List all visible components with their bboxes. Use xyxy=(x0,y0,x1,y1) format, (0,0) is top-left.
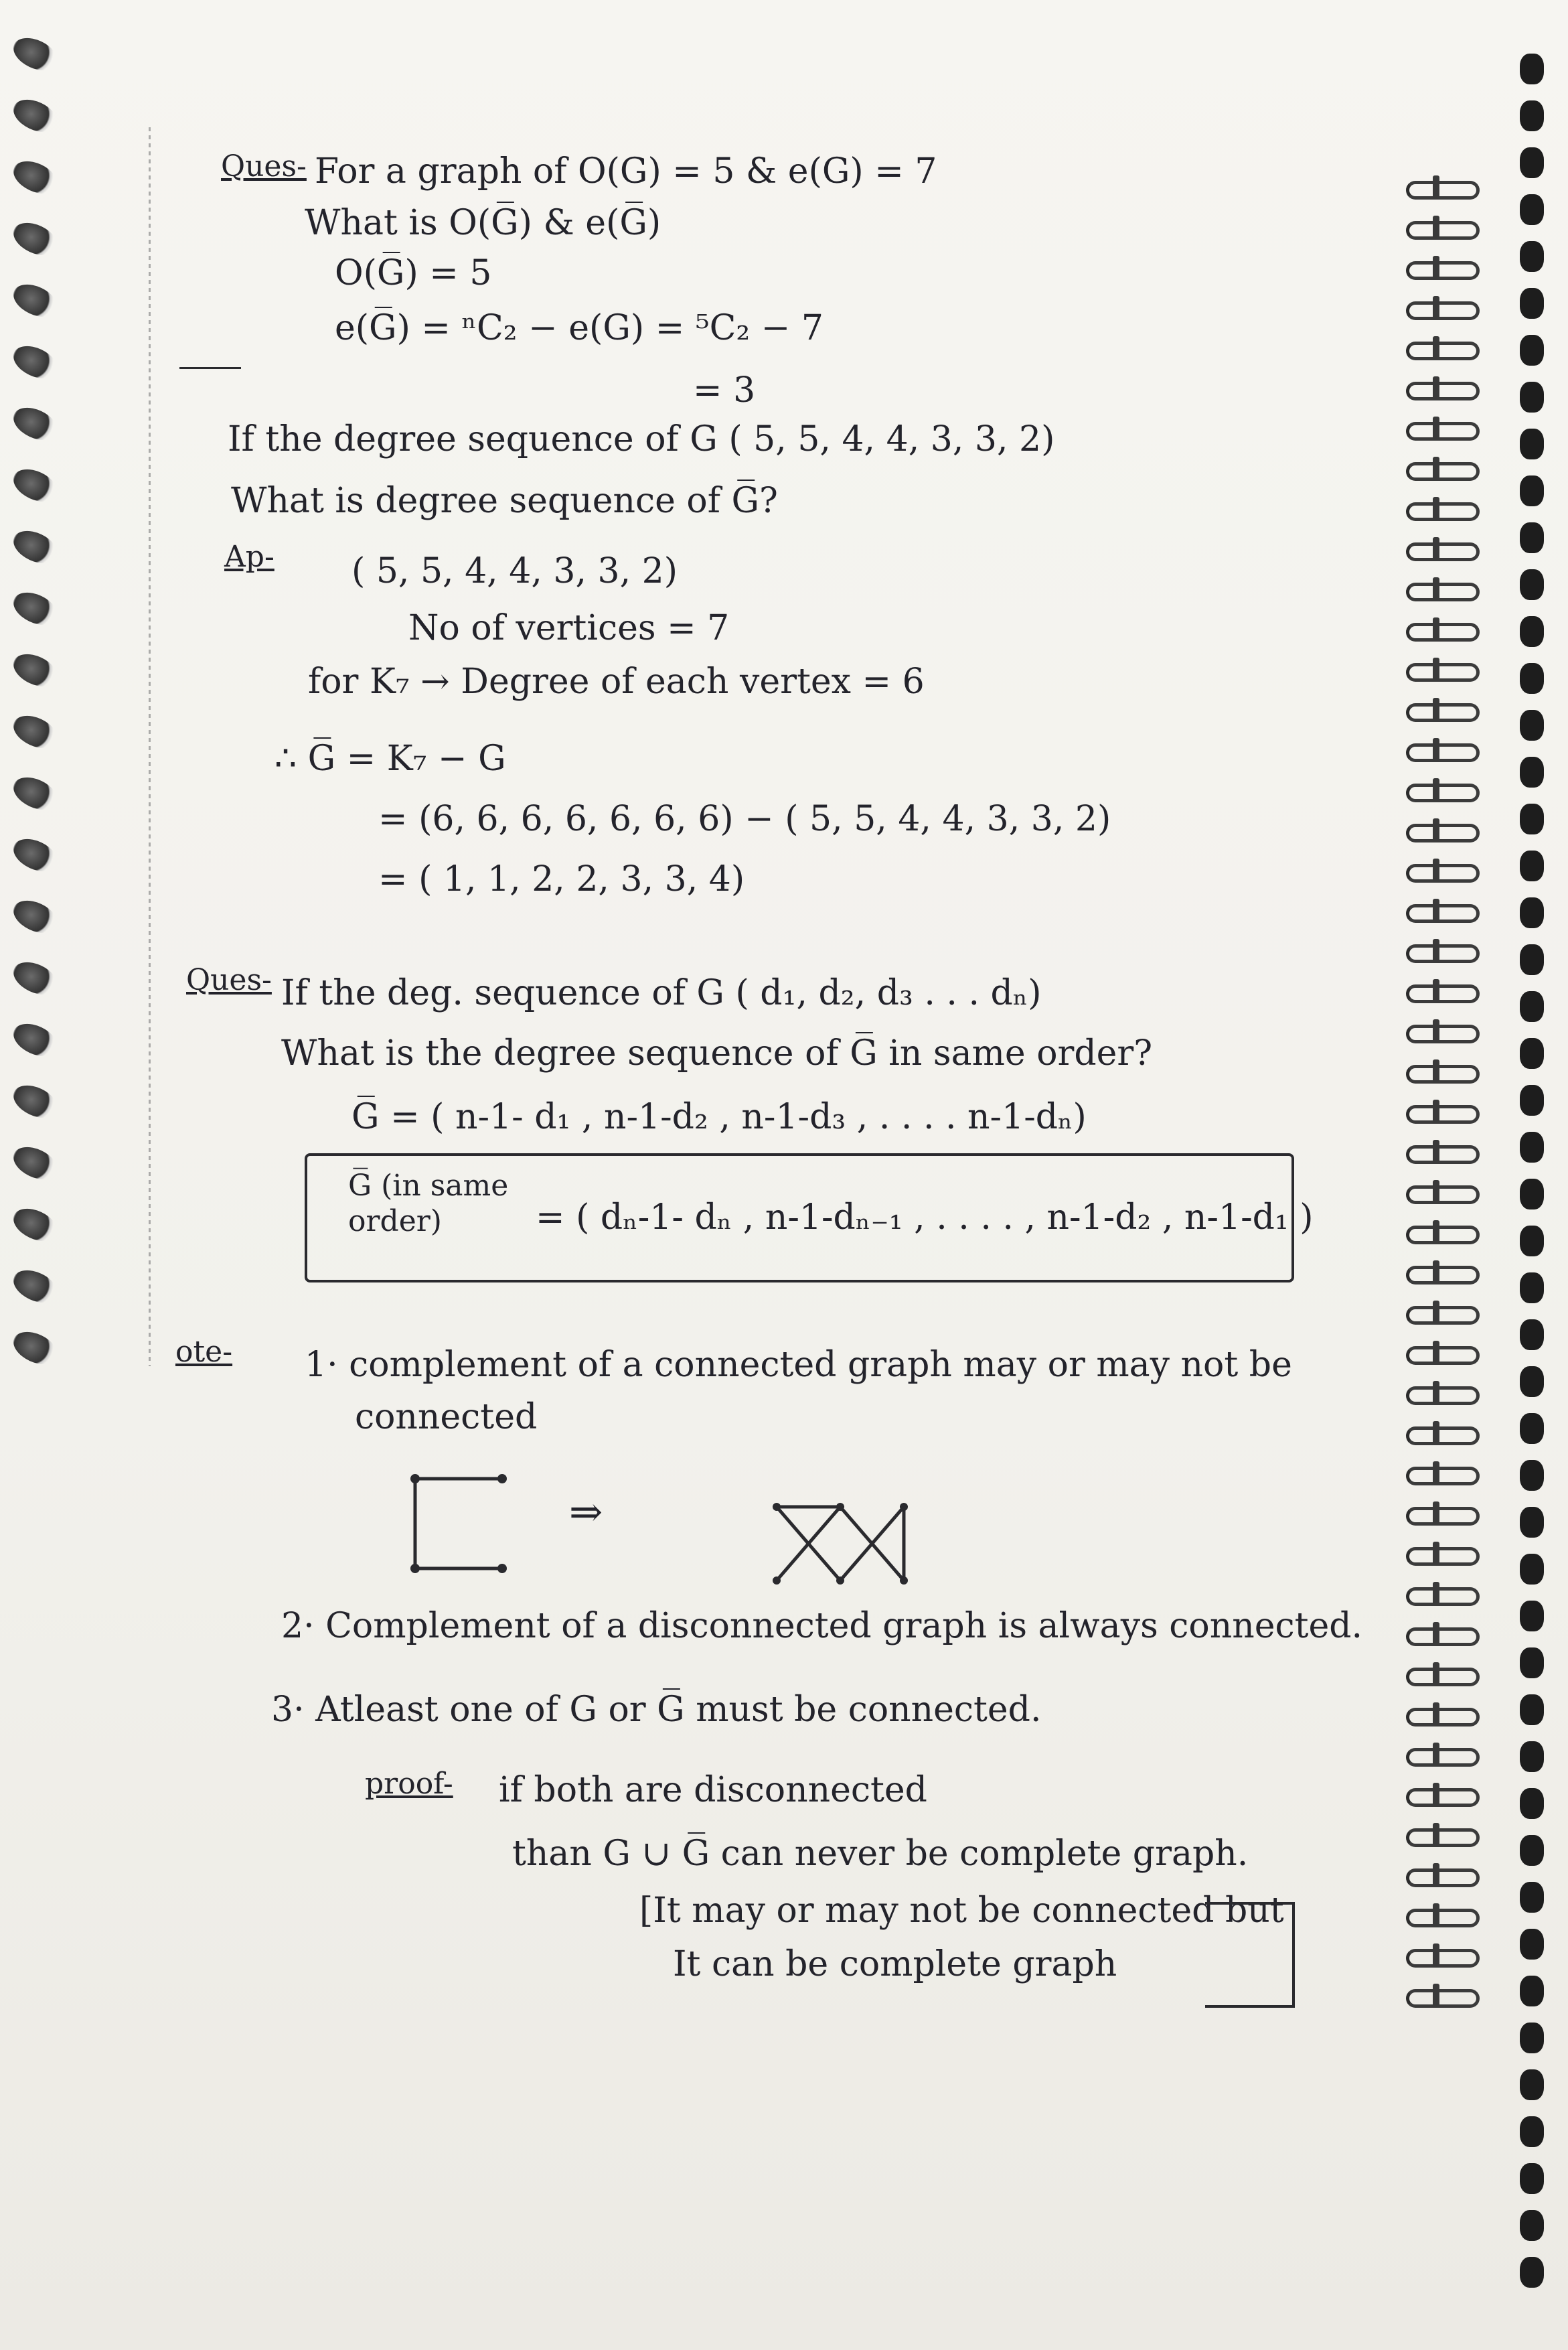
spiral-coil xyxy=(1393,254,1480,281)
left-punch-holes xyxy=(0,40,74,1413)
edge-hole xyxy=(1520,897,1544,928)
edge-hole xyxy=(1520,241,1544,272)
q3-label: Ques- xyxy=(186,963,272,997)
implies-arrow: ⇒ xyxy=(569,1489,603,1536)
spiral-coil xyxy=(1393,375,1480,402)
q1-question-line1: For a graph of O(G) = 5 & e(G) = 7 xyxy=(315,151,937,192)
edge-hole xyxy=(1520,1179,1544,1209)
spiral-coil xyxy=(1393,1781,1480,1808)
bracket xyxy=(1205,1902,1295,2008)
edge-hole xyxy=(1520,1694,1544,1725)
spiral-coil xyxy=(1393,1982,1480,2009)
note-point2: 2· Complement of a disconnected graph is always connected. xyxy=(281,1606,1363,1646)
edge-hole xyxy=(1520,757,1544,788)
punch-hole xyxy=(8,1325,62,1371)
note-point1-line2: connected xyxy=(355,1397,538,1437)
spiral-coil xyxy=(1393,1018,1480,1045)
spiral-coil xyxy=(1393,938,1480,964)
edge-hole xyxy=(1520,1741,1544,1772)
spiral-coil xyxy=(1393,1540,1480,1567)
q2-subtraction: = (6, 6, 6, 6, 6, 6, 6) − ( 5, 5, 4, 4, 3, 3, 2) xyxy=(378,799,1111,839)
spiral-coil xyxy=(1393,1822,1480,1848)
edge-hole xyxy=(1520,147,1544,178)
punch-hole xyxy=(8,401,62,447)
q1-question-line2: What is O(G̅) & e(G̅) xyxy=(305,203,661,243)
spiral-coil xyxy=(1393,1701,1480,1728)
edge-hole xyxy=(1520,1413,1544,1444)
edge-hole xyxy=(1520,1226,1544,1256)
q2-result: = ( 1, 1, 2, 2, 3, 3, 4) xyxy=(378,859,745,899)
punch-hole xyxy=(8,1202,62,1248)
spiral-coil xyxy=(1393,214,1480,241)
punch-hole xyxy=(8,648,62,693)
punch-hole xyxy=(8,155,62,200)
edge-hole xyxy=(1520,2257,1544,2288)
spiral-coil xyxy=(1393,1380,1480,1406)
spiral-coil xyxy=(1393,1179,1480,1205)
spiral-coil xyxy=(1393,1581,1480,1607)
edge-hole xyxy=(1520,991,1544,1022)
edge-hole xyxy=(1520,944,1544,975)
punch-hole xyxy=(8,1141,62,1186)
edge-hole xyxy=(1520,475,1544,506)
spiral-coil xyxy=(1393,1902,1480,1929)
punch-hole xyxy=(8,31,62,77)
q3-answer: G̅ = ( n-1- d₁ , n-1-d₂ , n-1-d₃ , . . . . n-1-dₙ) xyxy=(351,1097,1087,1137)
edge-hole xyxy=(1520,1929,1544,1960)
punch-hole xyxy=(8,586,62,632)
spiral-coil xyxy=(1393,1339,1480,1366)
edge-hole xyxy=(1520,1601,1544,1631)
edge-hole xyxy=(1520,851,1544,881)
spiral-coil xyxy=(1393,174,1480,201)
divider xyxy=(179,367,241,369)
right-edge-holes xyxy=(1513,54,1560,2317)
spiral-coil xyxy=(1393,576,1480,603)
edge-hole xyxy=(1520,1272,1544,1303)
edge-hole xyxy=(1520,1976,1544,2006)
spiral-coil xyxy=(1393,1942,1480,1969)
proof-line1: if both are disconnected xyxy=(499,1770,927,1810)
edge-hole xyxy=(1520,616,1544,647)
edge-hole xyxy=(1520,1038,1544,1069)
edge-hole xyxy=(1520,1882,1544,1913)
punch-hole xyxy=(8,956,62,1001)
edge-hole xyxy=(1520,335,1544,366)
proof-line4: It can be complete graph xyxy=(673,1944,1117,1984)
spiral-coil xyxy=(1393,1139,1480,1165)
proof-line3: [It may or may not be connected but xyxy=(639,1891,1284,1931)
edge-hole xyxy=(1520,663,1544,694)
spiral-coil xyxy=(1393,777,1480,804)
punch-hole xyxy=(8,278,62,323)
punch-hole xyxy=(8,463,62,508)
q3-question-line2: What is the degree sequence of G̅ in same order? xyxy=(281,1033,1153,1074)
spiral-coil xyxy=(1393,455,1480,482)
q2-question-line2: What is degree sequence of G̅? xyxy=(231,481,778,521)
punch-hole xyxy=(8,832,62,878)
edge-hole xyxy=(1520,1554,1544,1585)
connected-graph-figure xyxy=(402,1467,522,1581)
edge-hole xyxy=(1520,2116,1544,2147)
edge-hole xyxy=(1520,804,1544,834)
q1-answer-order: O(G̅) = 5 xyxy=(335,253,492,293)
spiral-coil xyxy=(1393,1460,1480,1487)
spiral-coil xyxy=(1393,1098,1480,1125)
spiral-coil xyxy=(1393,857,1480,884)
spiral-coil xyxy=(1393,696,1480,723)
q2-answer-label: Ap- xyxy=(224,540,275,574)
spiral-coil xyxy=(1393,737,1480,763)
edge-hole xyxy=(1520,710,1544,741)
spiral-coil xyxy=(1393,897,1480,924)
q2-complete-graph-degree: for K₇ → Degree of each vertex = 6 xyxy=(308,662,925,702)
punch-hole xyxy=(8,93,62,139)
edge-hole xyxy=(1520,1366,1544,1397)
edge-hole xyxy=(1520,1647,1544,1678)
edge-hole xyxy=(1520,1085,1544,1116)
proof-label: proof- xyxy=(365,1767,453,1801)
q1-answer-result: = 3 xyxy=(693,370,756,411)
punch-hole xyxy=(8,1017,62,1063)
edge-hole xyxy=(1520,569,1544,600)
boxed-rhs: = ( dₙ-1- dₙ , n-1-dₙ₋₁ , . . . . , n-1-d₂ , n-1-d₁ ) xyxy=(536,1197,1314,1238)
spiral-coil xyxy=(1393,978,1480,1005)
edge-hole xyxy=(1520,194,1544,225)
edge-hole xyxy=(1520,1788,1544,1819)
proof-line2: than G ∪ G̅ can never be complete graph. xyxy=(512,1834,1249,1874)
spiral-coil xyxy=(1393,1621,1480,1647)
spiral-coil xyxy=(1393,1259,1480,1286)
edge-hole xyxy=(1520,382,1544,413)
edge-hole xyxy=(1520,288,1544,319)
note-point3: 3· Atleast one of G or G̅ must be connected. xyxy=(271,1690,1042,1730)
edge-hole xyxy=(1520,2069,1544,2100)
q2-question-line1: If the degree sequence of G ( 5, 5, 4, 4, 3, 3, 2) xyxy=(228,419,1055,459)
punch-hole xyxy=(8,216,62,262)
spiral-coil xyxy=(1393,536,1480,563)
edge-hole xyxy=(1520,1460,1544,1491)
spiral-coil xyxy=(1393,1420,1480,1447)
edge-hole xyxy=(1520,1507,1544,1538)
spiral-coil xyxy=(1393,1500,1480,1527)
punch-hole xyxy=(8,524,62,570)
spiral-coil xyxy=(1393,817,1480,844)
edge-hole xyxy=(1520,100,1544,131)
punch-hole xyxy=(8,340,62,385)
edge-hole xyxy=(1520,54,1544,84)
spiral-binding xyxy=(1393,174,1480,2023)
spiral-coil xyxy=(1393,335,1480,362)
edge-hole xyxy=(1520,1132,1544,1163)
edge-hole xyxy=(1520,2210,1544,2241)
q2-vertex-count: No of vertices = 7 xyxy=(408,608,730,648)
punch-hole xyxy=(8,1264,62,1309)
note-label: ote- xyxy=(175,1335,233,1369)
q1-answer-edges: e(G̅) = ⁿC₂ − e(G) = ⁵C₂ − 7 xyxy=(335,308,824,348)
punch-hole xyxy=(8,1079,62,1124)
spiral-coil xyxy=(1393,656,1480,683)
edge-hole xyxy=(1520,429,1544,459)
punch-hole xyxy=(8,771,62,816)
punch-hole xyxy=(8,709,62,755)
spiral-coil xyxy=(1393,415,1480,442)
spiral-coil xyxy=(1393,1862,1480,1889)
punch-hole xyxy=(8,894,62,940)
spiral-coil xyxy=(1393,295,1480,321)
spiral-coil xyxy=(1393,616,1480,643)
spiral-coil xyxy=(1393,1219,1480,1246)
q3-question-line1: If the deg. sequence of G ( d₁, d₂, d₃ . . . dₙ) xyxy=(281,973,1042,1013)
q2-sequence: ( 5, 5, 4, 4, 3, 3, 2) xyxy=(351,551,678,591)
note-point1-line1: 1· complement of a connected graph may or may not be xyxy=(305,1345,1292,1385)
q2-complement-formula: ∴ G̅ = K₇ − G xyxy=(275,739,506,779)
edge-hole xyxy=(1520,522,1544,553)
edge-hole xyxy=(1520,1319,1544,1350)
q1-label: Ques- xyxy=(221,149,307,183)
spiral-coil xyxy=(1393,1741,1480,1768)
margin-line xyxy=(149,127,151,1366)
spiral-coil xyxy=(1393,1299,1480,1326)
complement-graph-figure xyxy=(763,1493,917,1594)
spiral-coil xyxy=(1393,1661,1480,1688)
edge-hole xyxy=(1520,2023,1544,2053)
edge-hole xyxy=(1520,2163,1544,2194)
boxed-lhs: G̅ (in same order) xyxy=(348,1169,509,1238)
spiral-coil xyxy=(1393,1058,1480,1085)
edge-hole xyxy=(1520,1835,1544,1866)
spiral-coil xyxy=(1393,496,1480,522)
